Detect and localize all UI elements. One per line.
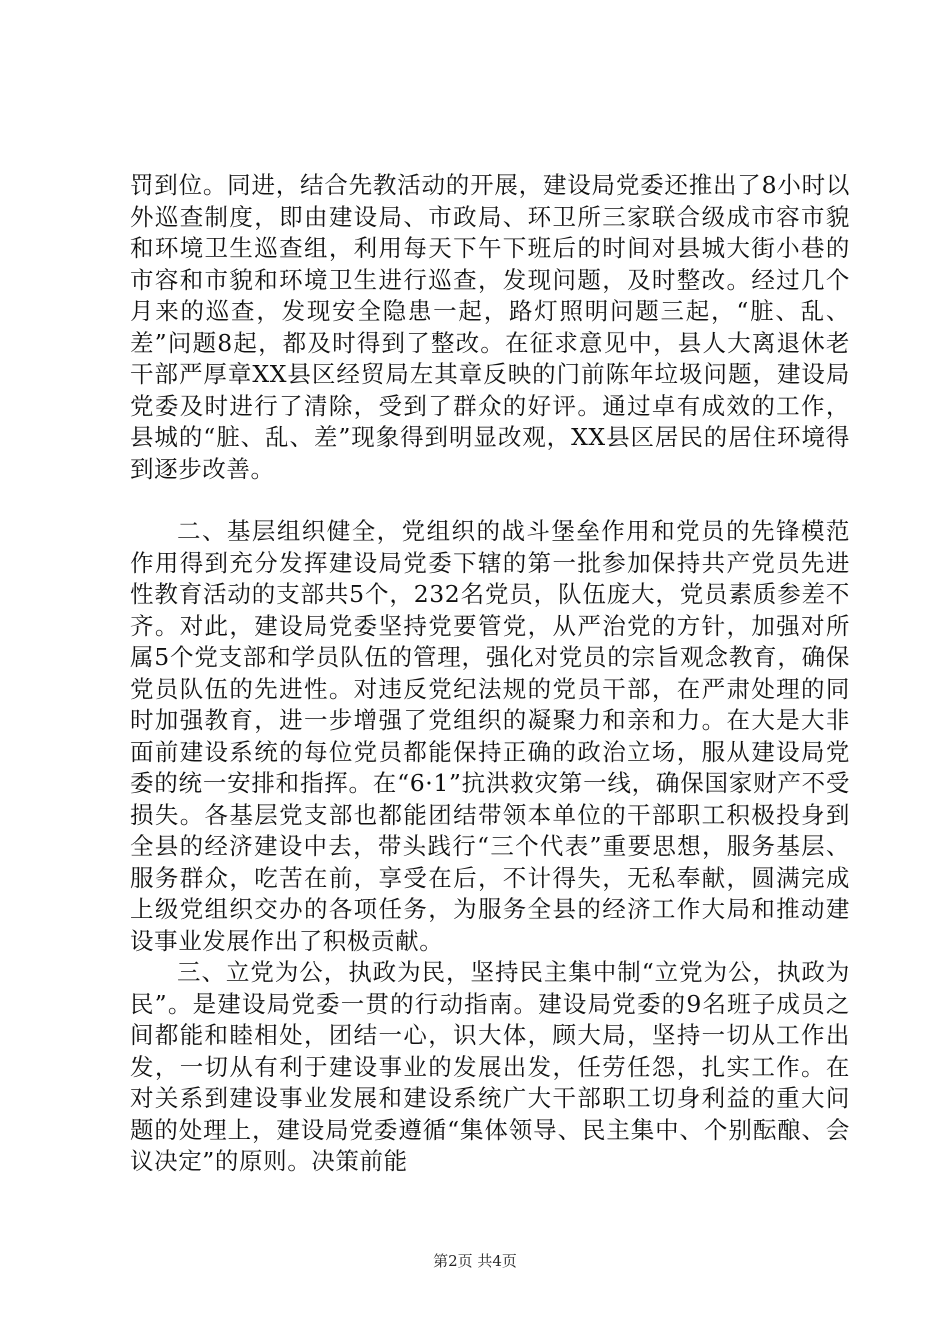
paragraph-1: 罚到位。同进，结合先教活动的开展，建设局党委还推出了8小时以外巡查制度，即由建设局、市政局、环卫所三家联合级成市容市貌和环境卫生巡查组，利用每天下午下班后的时间对县城大街小巷的市容和市貌和环境卫生进行巡查，发现问题，及时整改。经过几个月来的巡查，发现安全隐患一起，路灯照明问题三起，“脏、乱、差”问题8起，都及时得到了整改。在征求意见中，县人大离退休老干部严厚章XX县区经贸局左其章反映的门前陈年垃圾问题，建设局党委及时进行了清除，受到了群众的好评。通过卓有成效的工作，县城的“脏、乱、差”现象得到明显改观，XX县区居民的居住环境得到逐步改善。 [130, 171, 850, 483]
paragraph-3: 三、立党为公，执政为民，坚持民主集中制“立党为公，执政为民”。是建设局党委一贯的行动指南。建设局党委的9名班子成员之间都能和睦相处，团结一心，识大体，顾大局，坚持一切从工作出发，一切从有利于建设事业的发展出发，任劳任怨，扎实工作。在对关系到建设事业发展和建设系统广大干部职工切身利益的重大问题的处理上，建设局党委遵循“集体领导、民主集中、个别酝酿、会议决定”的原则。决策前能 [130, 958, 850, 1175]
document-body [130, 170, 850, 1178]
page-number-footer: 第2页 共4页 [433, 1252, 517, 1270]
paragraph-2: 二、基层组织健全，党组织的战斗堡垒作用和党员的先锋模范作用得到充分发挥建设局党委下辖的第一批参加保持共产党员先进性教育活动的支部共5个，232名党员，队伍庞大，党员素质参差不齐。对此，建设局党委坚持党要管党，从严治党的方针，加强对所属5个党支部和学员队伍的管理，强化对党员的宗旨观念教育，确保党员队伍的先进性。对违反党纪法规的党员干部，在严肃处理的同时加强教育，进一步增强了党组织的凝聚力和亲和力。在大是大非面前建设系统的每位党员都能保持正确的政治立场，服从建设局党委的统一安排和指挥。在“6·1”抗洪救灾第一线，确保国家财产不受损失。各基层党支部也都能团结带领本单位的干部职工积极投身到全县的经济建设中去，带头践行“三个代表”重要思想，服务基层、服务群众，吃苦在前，享受在后，不计得失，无私奉献，圆满完成上级党组织交办的各项任务，为服务全县的经济工作大局和推动建设事业发展作出了积极贡献。 [130, 517, 850, 955]
